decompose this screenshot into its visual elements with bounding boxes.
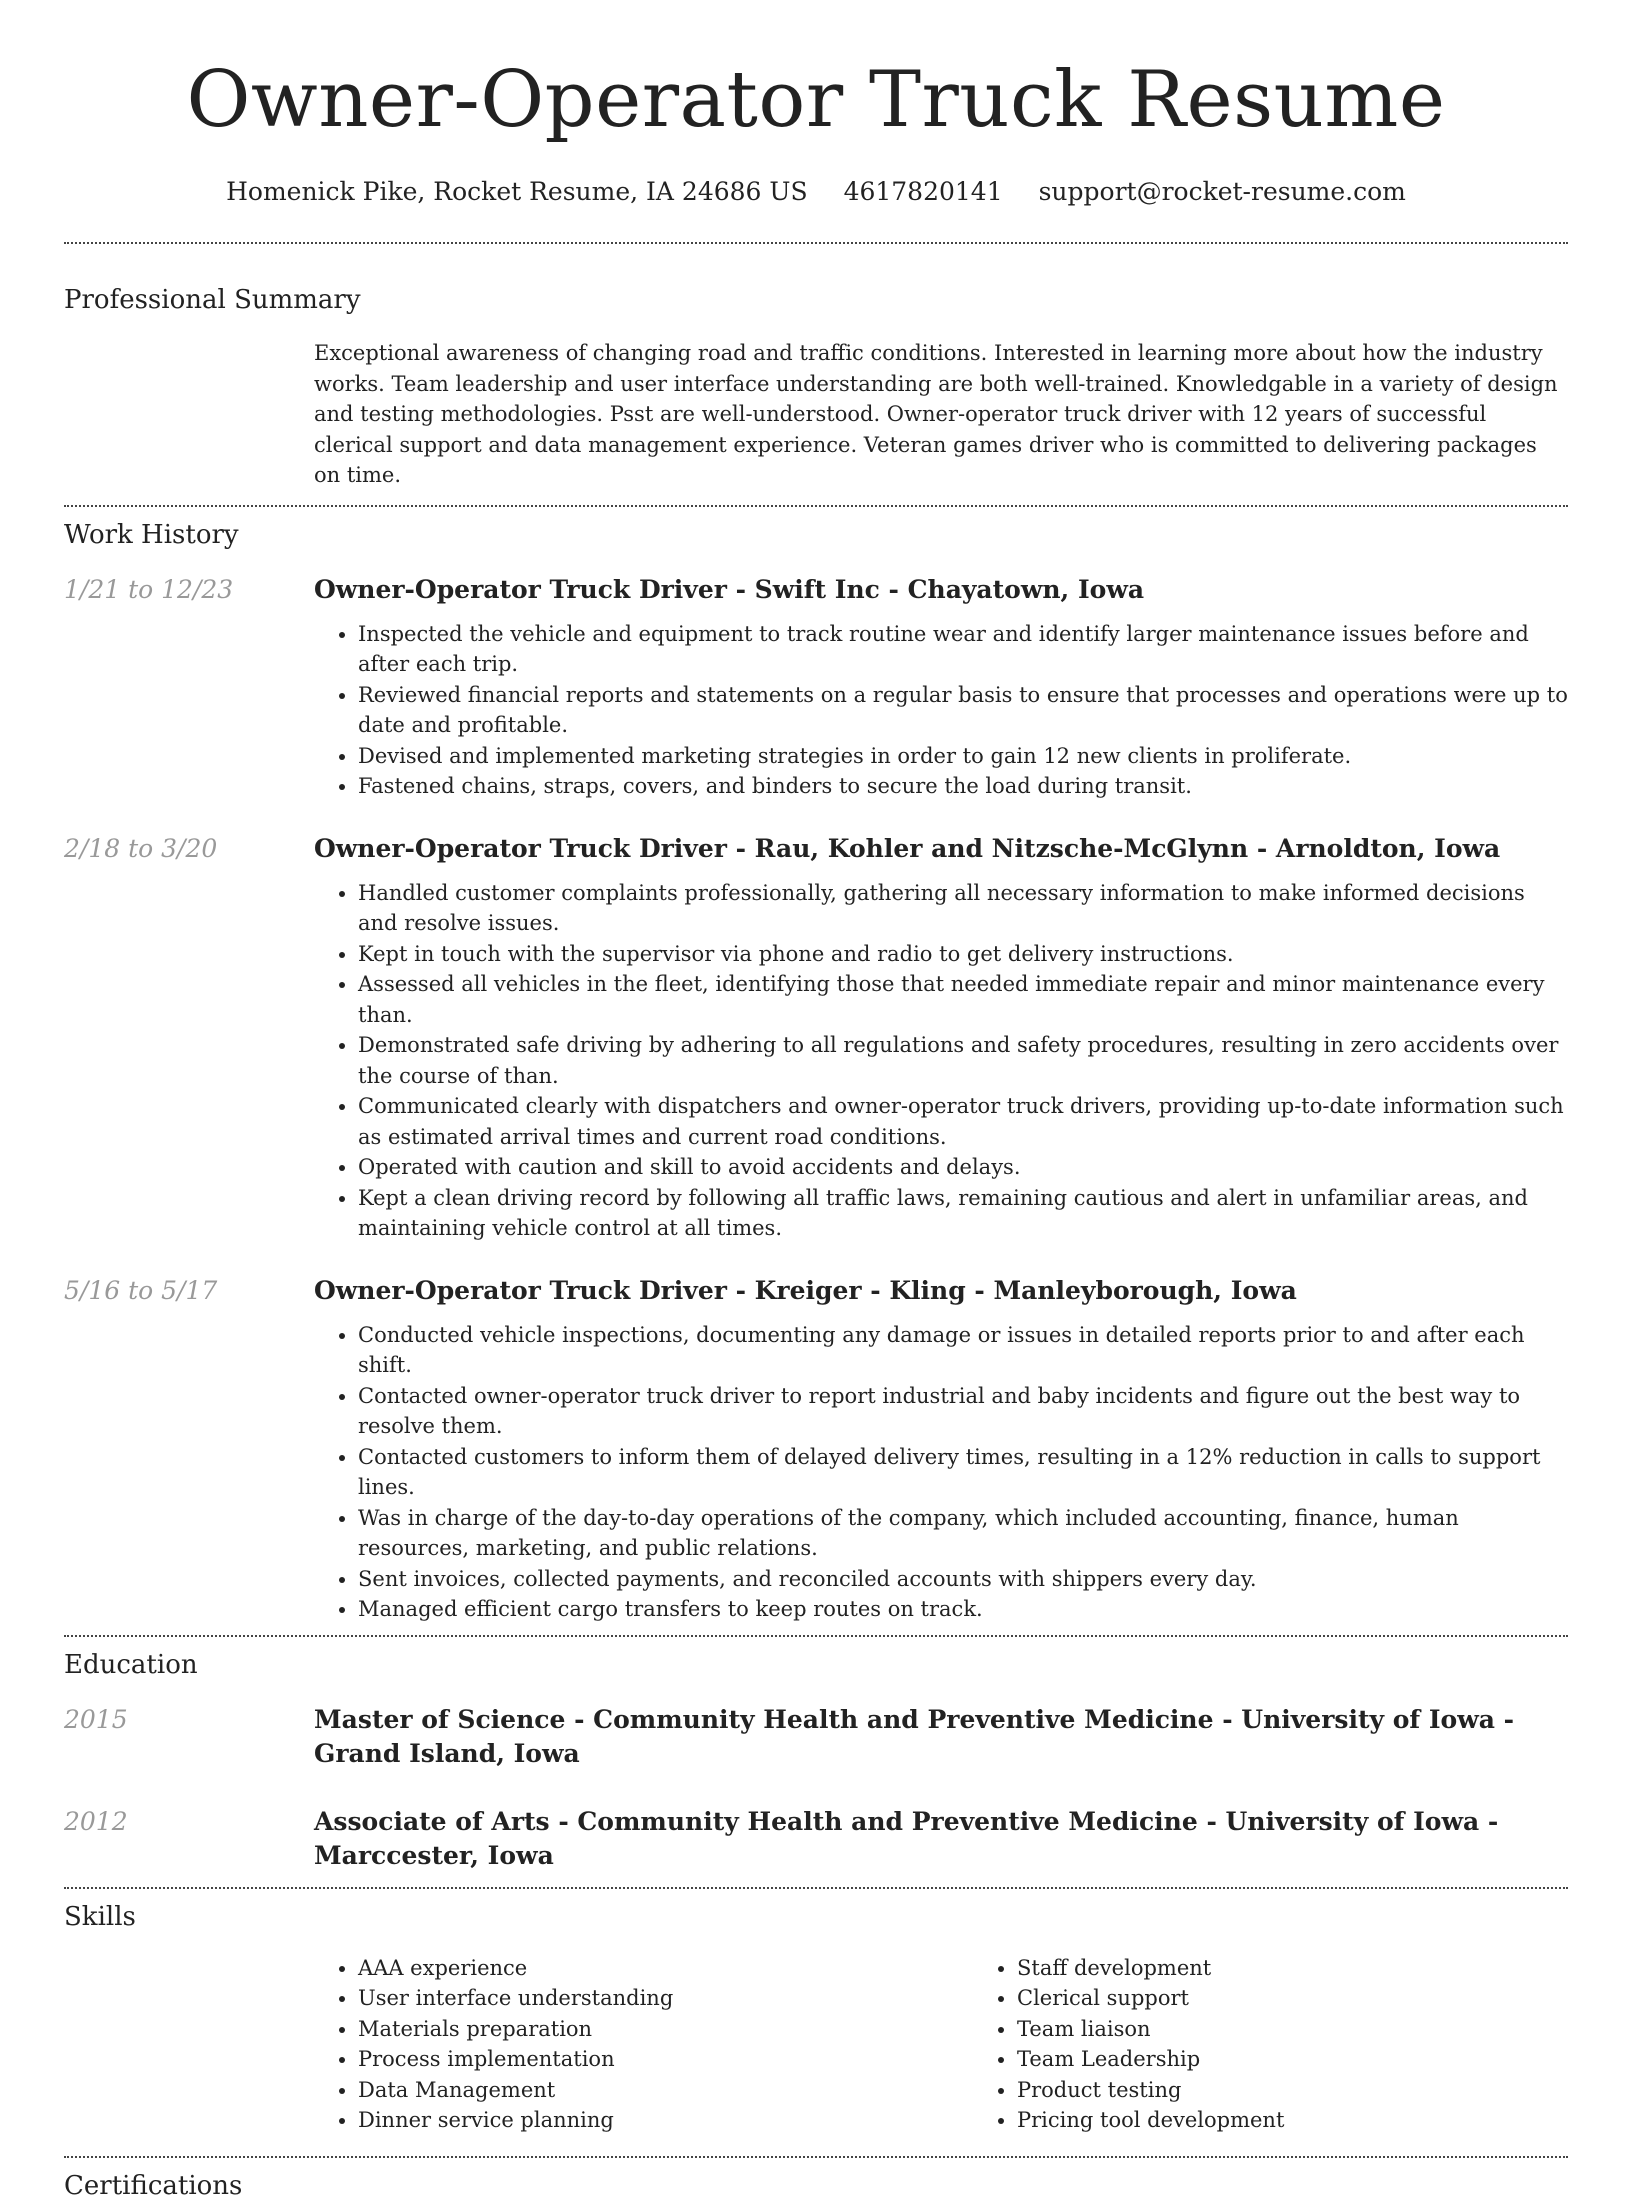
section-title-certifications: Certifications — [64, 2170, 243, 2201]
job-bullets — [314, 619, 1568, 802]
section-divider — [64, 505, 1568, 507]
job-dates: 2/18 to 3/20 — [64, 833, 218, 863]
skills-list-right — [973, 1953, 1632, 2136]
skill-item: • Clerical support — [1017, 1983, 1632, 2014]
section-divider — [64, 242, 1568, 244]
education-entry — [64, 1805, 1568, 1873]
skill-item: • Team Leadership — [1017, 2044, 1632, 2075]
skill-item: • Process implementation — [358, 2044, 973, 2075]
contact-info — [64, 176, 1568, 208]
education-year: 2015 — [64, 1704, 128, 1734]
job-title: Owner-Operator Truck Driver - Rau, Kohler and Nitzsche-McGlynn - Arnoldton, Iowa — [314, 833, 1501, 863]
job-bullet: • Kept in touch with the supervisor via phone and radio to get delivery instructions. — [358, 939, 1568, 970]
job-bullet: • Handled customer complaints professionally, gathering all necessary information to make informed decisions and resolve issues. — [358, 878, 1568, 939]
job-bullet: • Sent invoices, collected payments, and reconciled accounts with shippers every day. — [358, 1564, 1568, 1595]
job-bullet: • Demonstrated safe driving by adhering to all regulations and safety procedures, resulting in zero accidents over the course of than. — [358, 1030, 1568, 1091]
job-dates: 1/21 to 12/23 — [64, 574, 234, 604]
skills-spacer — [64, 1953, 314, 2136]
section-divider — [64, 1887, 1568, 1889]
job-bullets — [314, 878, 1568, 1244]
job-bullet: • Contacted customers to inform them of delayed delivery times, resulting in a 12% reduction in calls to support lines. — [358, 1442, 1568, 1503]
job-title: Owner-Operator Truck Driver - Kreiger - Kling - Manleyborough, Iowa — [314, 1275, 1297, 1305]
job-bullet: • Assessed all vehicles in the fleet, identifying those that needed immediate repair and minor maintenance every than. — [358, 969, 1568, 1030]
skill-item: • Dinner service planning — [358, 2105, 973, 2136]
resume-page — [64, 0, 1568, 2202]
resume-header — [64, 0, 1568, 208]
contact-address: Homenick Pike, Rocket Resume, IA 24686 US — [226, 177, 808, 206]
section-divider — [64, 2156, 1568, 2158]
job-entry — [64, 832, 1568, 1244]
education-title: Master of Science - Community Health and Preventive Medicine - University of Iowa - Grand Island, Iowa — [314, 1704, 1515, 1768]
skill-item: • Staff development — [1017, 1953, 1632, 1984]
summary-text: Exceptional awareness of changing road and traffic conditions. Interested in learning more about how the industry works. Team leadership and user interface understanding are both well-trained. Knowledgable in a variety of design and testing methodologies. Psst are well-understood. Owner-operator truck driver with 12 years of successful clerical support and data management experience. Veteran games driver who is committed to delivering packages on time. — [314, 341, 1558, 487]
job-bullet: • Devised and implemented marketing strategies in order to gain 12 new clients in proliferate. — [358, 741, 1568, 772]
education-year: 2012 — [64, 1806, 128, 1836]
skill-item: • AAA experience — [358, 1953, 973, 1984]
skills-content — [314, 1953, 1632, 2136]
section-title-education: Education — [64, 1649, 198, 1680]
section-title-skills: Skills — [64, 1901, 136, 1932]
summary-content — [314, 338, 1568, 491]
skills-list-left — [314, 1953, 973, 2136]
job-bullet: • Inspected the vehicle and equipment to track routine wear and identify larger maintenance issues before and after each trip. — [358, 619, 1568, 680]
job-bullet: • Operated with caution and skill to avoid accidents and delays. — [358, 1152, 1568, 1183]
job-entry — [64, 573, 1568, 802]
skill-item: • Pricing tool development — [1017, 2105, 1632, 2136]
job-content — [314, 832, 1568, 1244]
section-divider — [64, 1635, 1568, 1637]
section-title-summary: Professional Summary — [64, 285, 361, 315]
education-entry — [64, 1703, 1568, 1771]
summary-spacer — [64, 338, 314, 491]
job-content — [314, 1274, 1568, 1625]
skill-item: • User interface understanding — [358, 1983, 973, 2014]
skill-item: • Product testing — [1017, 2075, 1632, 2106]
education-content — [314, 1805, 1568, 1873]
job-bullet: • Was in charge of the day-to-day operations of the company, which included accounting, finance, human resources, marketing, and public relations. — [358, 1503, 1568, 1564]
job-bullet: • Fastened chains, straps, covers, and binders to secure the load during transit. — [358, 771, 1568, 802]
job-bullet: • Contacted owner-operator truck driver to report industrial and baby incidents and figure out the best way to resolve them. — [358, 1381, 1568, 1442]
job-dates: 5/16 to 5/17 — [64, 1275, 218, 1305]
skill-item: • Data Management — [358, 2075, 973, 2106]
job-bullet: • Reviewed financial reports and statements on a regular basis to ensure that processes and operations were up to date and profitable. — [358, 680, 1568, 741]
section-title-work: Work History — [64, 519, 239, 550]
contact-email: support@rocket-resume.com — [1038, 177, 1406, 206]
job-entry — [64, 1274, 1568, 1625]
education-title: Associate of Arts - Community Health and Preventive Medicine - University of Iowa - Marccester, Iowa — [314, 1806, 1499, 1870]
skill-item: • Team liaison — [1017, 2014, 1632, 2045]
job-bullet: • Kept a clean driving record by following all traffic laws, remaining cautious and alert in unfamiliar areas, and maintaining vehicle control at all times. — [358, 1183, 1568, 1244]
contact-phone: 4617820141 — [843, 177, 1003, 206]
job-content — [314, 573, 1568, 802]
summary-row — [64, 338, 1568, 491]
education-content — [314, 1703, 1568, 1771]
skills-row — [64, 1953, 1568, 2136]
job-bullet: • Conducted vehicle inspections, documenting any damage or issues in detailed reports prior to and after each shift. — [358, 1320, 1568, 1381]
skill-item: • Materials preparation — [358, 2014, 973, 2045]
job-title: Owner-Operator Truck Driver - Swift Inc - Chayatown, Iowa — [314, 574, 1145, 604]
job-bullet: • Communicated clearly with dispatchers and owner-operator truck drivers, providing up-to-date information such as estimated arrival times and current road conditions. — [358, 1091, 1568, 1152]
resume-title: Owner-Operator Truck Resume — [186, 55, 1446, 145]
job-bullet: • Managed efficient cargo transfers to keep routes on track. — [358, 1594, 1568, 1625]
job-bullets — [314, 1320, 1568, 1625]
